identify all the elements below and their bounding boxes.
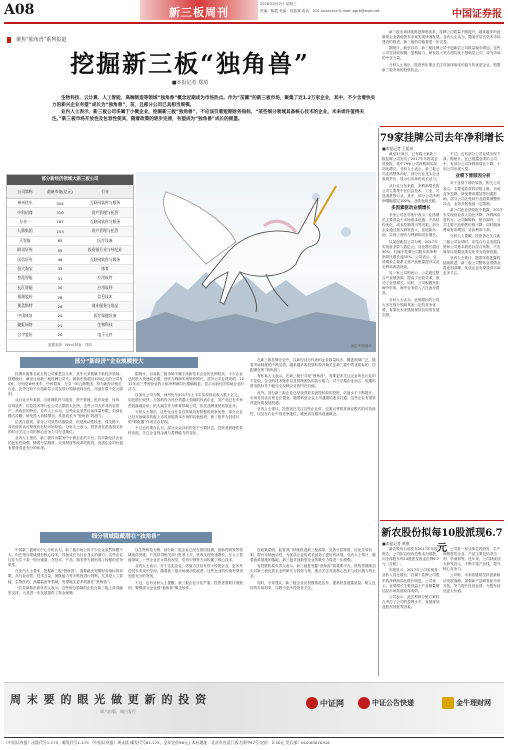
right-headline-2: 新农股份拟每10股派现6.7元 bbox=[381, 528, 503, 554]
table-row bbox=[7, 274, 133, 283]
ad-brand-2: 中证公告快递 bbox=[372, 699, 414, 707]
ad-brand-1: 中证网 bbox=[320, 698, 344, 708]
table-cell: 互联网软件与服务 bbox=[89, 256, 121, 262]
body-paragraph: 业内人士表示，对于这类企业，估值方法应有别于传统企业，更多考虑其未来成长空间。随着新三板市场流动性改善，这些企业的价值有望得到更充分的发现。 bbox=[128, 564, 243, 579]
table-title: 部分新经济领域大新三板公司 bbox=[7, 175, 133, 185]
body-paragraph: 不过也有观点认为，部分企业目前仍处于亏损状态，投资者需理性看待估值，关注企业现金流与盈利能力的变化。 bbox=[128, 425, 243, 436]
table-row bbox=[7, 255, 133, 264]
body-paragraph: 对于业绩下滑的原因，相关公司表示，主要受原材料价格上涨、市场竞争加剧、研发费用增加等因素影响。部分公司还受到行业政策调整的冲击，业务开展受到一定限制。 bbox=[443, 181, 501, 206]
table-cell: 国信证券 bbox=[17, 256, 33, 262]
body-paragraph: 记者注意到，部分公司虽然估值较高，但是流动性较差，成交稀少，对估值的认可程度仍有待市场检验。分析人士表示，投资者在挑选相关标的时应关注公司的核心竞争力与行业地位。 bbox=[8, 419, 123, 435]
editor-line: 责编：陈霞 美编：杨振斌 电话：010-xxxxxxxx E-mail: ggrb@zqrb.net bbox=[260, 9, 380, 13]
body-paragraph: 在政策层面，监管部门持续推进新三板改革，完善分层制度，优化交易机制，提升市场流动性，为优质企业的成长创造了更好的环境。业内人士预计，随着改革措施的落地，新三板对创新型企业的吸引力将进一步增强。 bbox=[250, 548, 376, 563]
body-paragraph: 另一家公司则表示，公司通过整合产业链资源，提高了运营效率，推动了业绩增长。同时，公司积极开拓海外市场，海外业务收入占比逐步提高。 bbox=[382, 271, 440, 296]
table-row bbox=[7, 284, 133, 293]
header-rule bbox=[4, 22, 504, 24]
table-cell: 医疗保健设备 bbox=[93, 312, 117, 318]
table-row bbox=[7, 312, 133, 321]
table-cell: 互联网软件与服务 bbox=[89, 218, 121, 224]
table-row bbox=[7, 330, 133, 339]
table-cell: 商业服务与用品 bbox=[91, 303, 119, 309]
table-cell: 医疗设备 bbox=[97, 237, 113, 243]
table-cell: 55 bbox=[57, 247, 63, 253]
right-headline-1: 79家挂牌公司去年净利增长 bbox=[380, 133, 504, 144]
table-cell: 奥美斯特 bbox=[17, 303, 33, 309]
body-paragraph: 据统计，截至目前，新三板挂牌公司中创新层公司数量稳步增加，这些公司在营收规模、盈利能力、研发投入等方面均优于基础层公司，成为市场的中坚力量。 bbox=[382, 46, 501, 61]
table-cell: 应用软件 bbox=[97, 284, 113, 290]
table-cell: 银湖股份 bbox=[17, 294, 33, 300]
table-header: 公司简称 bbox=[17, 188, 33, 194]
table-row bbox=[7, 227, 133, 236]
body-paragraph: 挂牌市值排名前五的公司都是这几家，其中大多数属于新经济领域。按照统计，截至目前新三板挂牌公司中，最新市值超过100亿元的公司有4家，分别是神州优车、中科招商、分享一和九鼎集团，均为新经济相关行业。此外还有不少创新层公司在细分领域表现出色，市值在数十亿元级别。 bbox=[8, 372, 123, 397]
table-cell: 九鼎集团 bbox=[17, 228, 33, 234]
body-col-2 bbox=[128, 372, 244, 530]
body-paragraph: 中国新三板研究中心分析认为，新三板市场上的不少企业虽然规模不大，但在细分领域拥有核心技术，具备成长为行业龙头的潜力。这些企业往往专注于某一细分赛道，在技术、产品、服务等方面形成了较强的竞争壁垒。 bbox=[8, 548, 123, 568]
banner bbox=[140, 0, 258, 20]
table-cell: 30 bbox=[57, 285, 63, 291]
right-body-2b bbox=[443, 547, 503, 675]
body-paragraph: 有投资机构负责人表示，新三板是发掘“独角兽”的重要平台，机构将继续加大对新三板优质企业的研究与投资力度，重点关注具备核心技术与成长潜力的企业。 bbox=[250, 564, 376, 579]
table-cell: 20 bbox=[57, 332, 63, 338]
right-top-rule bbox=[380, 126, 504, 127]
table-cell: 资产管理与托管 bbox=[91, 209, 119, 215]
section2-title-text: 细分领域隐藏潜在“独角兽” bbox=[91, 534, 161, 540]
table-cell: 生物科技 bbox=[97, 322, 113, 328]
table-cell: 捷虹网络 bbox=[17, 322, 33, 328]
sub-heading: 多因素驱动业绩增长 bbox=[391, 205, 431, 211]
table-cell: 神州优车 bbox=[17, 200, 33, 206]
table-cell: 长江智能 bbox=[17, 284, 33, 290]
page-header bbox=[0, 0, 508, 24]
section1-title bbox=[20, 357, 198, 368]
body-paragraph: 分析人士认为，业绩增长的公司大多在细分领域具备一定的竞争优势，有望在未来继续保持良好的发展态势。 bbox=[382, 297, 440, 317]
body-paragraph: 此外，部分新三板企业已经获得知名创投机构的投资，估值水平不断提升，市场对其认可度也在提高。随着科创企业上市通道的逐步打通，这些企业有望获得更好的发展机遇。 bbox=[250, 390, 376, 405]
body-paragraph: 多家公司在年报中表示，业绩增长主要得益于市场需求旺盛、产品结构优化、成本控制得当等因素。部分企业通过加大研发投入、拓展新市场，实现了营收与利润的同步增长。 bbox=[382, 213, 440, 238]
body-paragraph: 公司称，未来将继续坚持创新驱动发展战略，加强新产品研发和市场开拓，努力提升经营业绩，为股东创造更大价值。 bbox=[443, 573, 501, 593]
table-cell: 应用软件 bbox=[97, 275, 113, 281]
table-row bbox=[7, 208, 133, 217]
body-paragraph: 不过，也有分析人士提醒，新三板企业分化严重，投资者需要仔细甄别，警惕部分企业借“独角兽”概念炒作。 bbox=[128, 580, 243, 590]
ad-fine: 周六出版，周日发行 bbox=[100, 709, 136, 714]
right-body-1a bbox=[382, 152, 440, 550]
column-tag-marker bbox=[7, 37, 11, 43]
table-cell: 24 bbox=[57, 313, 63, 319]
table-cell: 310 bbox=[56, 210, 64, 216]
ad-logo-2[interactable] bbox=[358, 697, 414, 709]
section1-title-text: 部分“新经济”企业规模较大 bbox=[74, 359, 144, 365]
body-paragraph: 分析人士指出，这些企业在各自领域具有较强的竞争优势，部分企业已经开始谋求转板上市或登陆资本市场的其他板块，新三板作为其成长的“孵化器”作用正在显现。 bbox=[128, 409, 243, 424]
unicorn-illustration bbox=[136, 172, 376, 352]
table-cell: 天智航 bbox=[19, 237, 31, 243]
lead bbox=[52, 95, 378, 123]
table-cell: 153 bbox=[56, 228, 64, 234]
body-paragraph: 分析人士提醒，投资者在关注新三板公司业绩时，应结合行业发展趋势和公司基本面进行综合判断，不宜简单以短期业绩变化作为投资依据。 bbox=[443, 234, 501, 254]
body-paragraph: 某公司在业绩快报中披露，2017年实现营业收入同比下降，净利润由盈转亏。公司解释称，报告期内，公司主要产品销售价格下降，同时期间费用有所增加，导致利润下滑。 bbox=[443, 207, 503, 233]
main-byline: ■本报记者 郑琦 bbox=[171, 80, 209, 86]
section2-title bbox=[40, 532, 212, 543]
table-cell: 中国康复 bbox=[17, 312, 33, 318]
body-col-4 bbox=[8, 548, 124, 674]
table-row bbox=[7, 265, 133, 274]
body-paragraph: 以部分公司为例，神州优车2017年上半年实现营业收入数十亿元，同比增长较快；天智航作为医疗机器人领域的代表企业，其产品已在多家医院落地应用；恒大淘宝作为体育领域公司，依托品牌优势拓展业务。 bbox=[128, 393, 243, 408]
table-cell: 65 bbox=[57, 238, 63, 244]
table-cell: 合宇股份 bbox=[17, 331, 33, 337]
body-paragraph: 同时，专家建议，新三板企业应加强规范运作，提高信息披露质量，树立良好的市场形象，以吸引更多投资者关注。 bbox=[250, 580, 376, 590]
right-body-2a bbox=[382, 547, 440, 675]
table-row bbox=[7, 237, 133, 246]
sub-heading: 业绩下滑原因分析 bbox=[455, 174, 491, 180]
data-table bbox=[6, 174, 134, 352]
ad-logo-3[interactable] bbox=[442, 697, 491, 709]
table-row bbox=[7, 302, 133, 311]
column-divider bbox=[378, 128, 379, 676]
body-paragraph: 有私募人士表示，在新三板中寻找“独角兽”，需要更多关注企业所在行业的天花板、企业的技术壁垒以及管理团队的执行能力。对于早期企业而言，短期的财务指标并不能完全反映企业的内在价值。 bbox=[250, 374, 376, 389]
bull-icon bbox=[442, 697, 454, 709]
right-mid-rule bbox=[380, 520, 504, 521]
brand-logo: 中国证券报 bbox=[452, 9, 502, 20]
table-cell: 中科招商 bbox=[17, 209, 33, 215]
main-headline: 挖掘新三板“独角兽” bbox=[70, 49, 310, 78]
right-byline-2: ■本报记者 黄康 bbox=[382, 541, 410, 546]
body-paragraph: 从行业分布来看，互联网软件与服务、资产管理、医疗设备、体育、应用软件、信息技术等行业公司占据较大比例，这些公司大多具有轻资产、高成长的特征。业内人士认为，这些企业虽然目前体量有限，但商业模式清晰，研发投入持续增加，具备成长为“独角兽”的潜力。 bbox=[8, 398, 123, 418]
body-paragraph: 业内人士建议，投资者在关注这些企业时，应重点考察其商业模式的可持续性，以及在行业中的竞争地位，避免盲目跟风追逐概念。 bbox=[250, 406, 376, 416]
table-cell: 恒大淘宝 bbox=[17, 265, 33, 271]
body-paragraph: 在业内人士看来，挖掘新三板“独角兽”，需要跳出短期财务指标的局限，从行业前景、技术含量、团队能力等多维度进行判断。尤其是人工智能、生物医药、高端装备等领域，有望诞生更多的潜在“独角兽”。 bbox=[8, 569, 123, 584]
ad-logo-1[interactable] bbox=[306, 697, 344, 709]
body-col-6 bbox=[250, 548, 376, 674]
body-col-1 bbox=[8, 372, 124, 530]
ad-brand-3: 金牛理财网 bbox=[456, 699, 491, 707]
table-cell: 分享一 bbox=[19, 218, 31, 224]
body-paragraph: 业内人士预计，随着年报披露的陆续推进，新三板公司整体业绩情况将更加清晰，优质企业有望获得市场更多关注。 bbox=[443, 255, 501, 276]
lead-paragraph: 生物科技、云计算、人工智能，高端制造等领域“独角兽”概念近期成为市场热点。作为“苗圃”的新三板市场，聚集了近1.2万家企业，其中，不少含着快实力的新兴企业有望”成长为“独角兽”，苗，且部分公司已具相当规模。 bbox=[52, 96, 376, 108]
body-paragraph: 不过，也有部分公司业绩出现下滑。据统计，在已披露业绩的公司中，有部分公司净利润同比下降，个别公司出现亏损。 bbox=[443, 152, 501, 172]
body-paragraph: 截至3月6日，已有数十家新三板挂牌公司发布了2017年年报或业绩快报，其中79家公司净利润实现同比增长。分析人士表示，新三板公司业绩整体向好，部分行业龙头企业表现突出，显示出市场的成长活力。 bbox=[382, 152, 440, 182]
body-paragraph: 从行业分布来看，净利润增长的公司主要集中在信息技术、工业、可选消费等行业。其中，部分公司净利润增幅超过100%，业绩表现亮眼。 bbox=[382, 183, 440, 203]
table-cell: 26 bbox=[57, 303, 63, 309]
body-paragraph: 分析人士指出，投资者应重点关注具备持续成长能力的优质企业，把握新三板市场的投资机会。 bbox=[382, 62, 501, 72]
table-cell: 信息技术 bbox=[97, 294, 113, 300]
illustration bbox=[136, 172, 376, 352]
table-cell: 资产管理与托管 bbox=[91, 228, 119, 234]
column-tag-text: 聚焦“独角兽”系列报道 bbox=[16, 37, 67, 43]
right-byline-1: ■本报记者 王超成 bbox=[382, 146, 414, 151]
right-body-1b bbox=[443, 152, 503, 550]
table-row bbox=[7, 199, 133, 208]
footer: 《中国证券报》出版代号1-175，邮发代号1-175 《中国证券报》周末版 邮发代号81-175，全年定价96元 | 本社地址：北京市宣武门西大街甲97号 定价：2.50元 发行部：010-63070316 bbox=[4, 740, 330, 745]
body-col-5 bbox=[128, 548, 244, 674]
table-cell: 35 bbox=[57, 266, 63, 272]
body-paragraph: 在新三板挂牌企业中，以新经济为代表的企业数量较多，覆盖领域广泛。随着市场制度的不断完善，越来越多的投资机构开始关注新三板中的优质标的，挖掘潜在的“独角兽”。 bbox=[250, 358, 376, 373]
table-row bbox=[7, 218, 133, 227]
table-header-row bbox=[7, 185, 133, 199]
globe-icon bbox=[358, 697, 370, 709]
date-line: 2018年3月7日 星期三 bbox=[260, 2, 297, 6]
table-header: 最新市值(亿元) bbox=[47, 188, 73, 194]
body-paragraph: 新三板市场持续推进制度改革，挂牌公司质量不断提升，越来越多的创新型企业借助资本市场实现快速发展。业内人士认为，随着多层次资本市场建设的推进，新三板的功能将进一步完善。 bbox=[382, 30, 501, 45]
table-cell: 体育 bbox=[101, 265, 109, 271]
table-cell: 28 bbox=[57, 294, 63, 300]
table-cell: 187 bbox=[56, 219, 64, 225]
table-body bbox=[7, 199, 133, 340]
ad-slogan: 周 末 要 的 眼 光 做 更 新 的 投 资 bbox=[10, 693, 208, 706]
body-col-3 bbox=[250, 358, 376, 530]
body-paragraph: 一位券商做市商负责人表示，这些细分领域的企业在新三板上获得融资支持，为其进一步发展提供了资金保障。 bbox=[8, 585, 123, 595]
table-row bbox=[7, 293, 133, 302]
body-paragraph: 公司是一家从事农药研发、生产和销售的企业，产品主要包括杀虫剂、杀菌剂等。近年来，公司持续加大研发投入，不断丰富产品线，提升核心竞争力。 bbox=[443, 547, 501, 572]
table-cell: 投资银行业与经纪业 bbox=[87, 247, 123, 253]
table-row bbox=[7, 246, 133, 255]
table-cell: 48 bbox=[57, 257, 63, 263]
column-tag bbox=[7, 29, 67, 43]
footer-rule bbox=[4, 737, 504, 738]
globe-icon bbox=[306, 697, 318, 709]
table-cell: 悠派智能 bbox=[17, 275, 33, 281]
body-paragraph: 业内人士指出，新三板作为服务中小微企业的平台，其对新经济企业的包容性较强，随着分层制度、交易制度等改革的推进，优质企业的价值有望获得更充分的体现。 bbox=[8, 436, 123, 451]
table-source: 数据来源：Wind 制表：郑琦 bbox=[48, 342, 92, 347]
page-code: A08 bbox=[4, 2, 35, 18]
photo-caption: 视觉中国图片 bbox=[350, 344, 372, 348]
table-row bbox=[7, 321, 133, 330]
table-cell: 互联网软件与服务 bbox=[89, 200, 121, 206]
table-cell: 联讯证券 bbox=[17, 247, 33, 253]
body-paragraph: 公司表示，此次利润分配方案综合考虑了公司的盈利水平、发展规划及股东回报等因素。 bbox=[382, 594, 440, 610]
table-cell: 电子元件 bbox=[97, 331, 113, 337]
ad-banner bbox=[4, 682, 504, 734]
banner-title: 新三板周刊 bbox=[169, 6, 229, 19]
body-paragraph: 以生物科技为例，部分新三板企业已经在基因检测、创新药研发等领域取得突破，产品获得相关部门批准上市，营收实现快速增长。在人工智能领域，一些企业在计算机视觉、语音识别等方向积累了核心技术。 bbox=[128, 548, 243, 563]
body-paragraph: 据统计，目前新三板市场中属于高新技术企业的比例较高，不少企业已经进入快速成长期，营收与利润实现较快增长。部分公司业绩亮眼，2017年前三季度营业收入和净利润同比增幅明显，显示出新经济领域企业的活力。 bbox=[128, 372, 244, 392]
table-cell: 21 bbox=[57, 322, 63, 328]
body-paragraph: 新农股份日前发布2017年年度报告，公司拟以现有总股本为基数，向全体股东每10股派发现金红利6.7元（含税）。 bbox=[382, 547, 440, 567]
table-cell: 504 bbox=[56, 200, 64, 206]
table-cell: 31 bbox=[57, 275, 63, 281]
lead-paragraph: 业内人士表示，新三板公司多属于小微企业，挖掘新三板“独角兽”，不应该仅看短期财务指标，“某些细分领域具备核心技术的企业，未来或许值得关注。”新三板市场开放性及包容性使其，随着政策的逐步完善，有望成为“独角兽”成长的摇篮。 bbox=[52, 110, 365, 122]
body-paragraph: 年报显示，2017年公司实现营业收入同比增长，归属于挂牌公司股东的净利润同比增长明显。公司表示，业绩增长主要得益于产品销量增加及市场拓展取得成效。 bbox=[382, 568, 440, 593]
table-header: 行业 bbox=[101, 188, 109, 194]
right-top-text bbox=[382, 30, 502, 124]
body-paragraph: 以某创新层公司为例，2017年实现营业收入数亿元，同比增长超过30%；归属于挂牌公司股东的净利润同比增长逾50%。公司表示，业绩增长主要系主营产品销量提升以及毛利率改善所致。 bbox=[382, 239, 440, 269]
